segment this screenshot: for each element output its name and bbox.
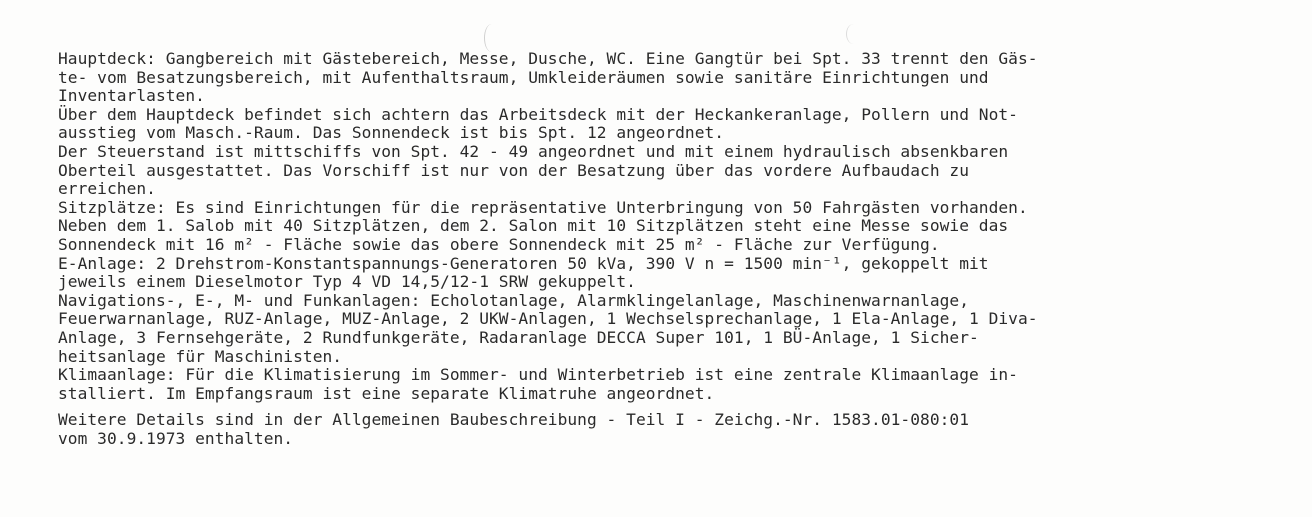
pencil-mark — [846, 24, 861, 44]
document-body — [58, 50, 1298, 448]
text-line: heitsanlage für Maschinisten. — [58, 346, 343, 366]
text-line: Feuerwarnanlage, RUZ-Anlage, MUZ-Anlage, 2 UKW-Anlagen, 1 Wechselsprechanlage, 1 Ela-Anlage, 1 Diva- — [58, 309, 1038, 329]
text-line: stalliert. Im Empfangsraum ist eine separate Klimatruhe angeordnet. — [58, 383, 715, 403]
text-line: E-Anlage: 2 Drehstrom-Konstantspannungs-Generatoren 50 kVa, 390 V n = 1500 min⁻¹, gekoppelt mit — [58, 253, 989, 273]
footer-line: Weitere Details sind in der Allgemeinen Baubeschreibung - Teil I - Zeichg.-Nr. 1583.01-080:01 — [58, 410, 969, 430]
text-line: Hauptdeck: Gangbereich mit Gästebereich, Messe, Dusche, WC. Eine Gangtür bei Spt. 33 trennt den Gäs- — [58, 49, 1038, 68]
text-line: jeweils einem Dieselmotor Typ 4 VD 14,5/12-1 SRW gekuppelt. — [58, 272, 636, 292]
text-line: te- vom Besatzungsbereich, mit Aufenthaltsraum, Umkleideräumen sowie sanitäre Einrichtungen und — [58, 67, 989, 87]
text-line: Klimaanlage: Für die Klimatisierung im Sommer- und Winterbetrieb ist eine zentrale Klimaanlage in- — [58, 365, 1018, 385]
text-line: Neben dem 1. Salob mit 40 Sitzplätzen, dem 2. Salon mit 10 Sitzplätzen steht eine Messe sowie das — [58, 216, 1009, 236]
text-line: Inventarlasten. — [58, 86, 205, 106]
text-line: Der Steuerstand ist mittschiffs von Spt. 42 - 49 angeordnet und mit einem hydraulisch absenkbaren — [58, 141, 1009, 161]
footer-line: vom 30.9.1973 enthalten. — [58, 428, 294, 448]
text-line: Über dem Hauptdeck befindet sich achtern das Arbeitsdeck mit der Heckankeranlage, Pollern und Not- — [58, 104, 1018, 124]
text-line: Anlage, 3 Fernsehgeräte, 2 Rundfunkgeräte, Radaranlage DECCA Super 101, 1 BÜ-Anlage, 1 Sicher- — [58, 327, 979, 347]
text-line: erreichen. — [58, 179, 156, 199]
pencil-mark — [484, 24, 499, 52]
text-line: Sitzplätze: Es sind Einrichtungen für die repräsentative Unterbringung von 50 Fahrgästen vorhanden. — [58, 197, 1028, 217]
text-line: Oberteil ausgestattet. Das Vorschiff ist nur von der Besatzung über das vordere Aufbaudach zu — [58, 160, 969, 180]
text-line: Sonnendeck mit 16 m² - Fläche sowie das obere Sonnendeck mit 25 m² - Fläche zur Verfügung. — [58, 234, 940, 254]
text-line: Navigations-, E-, M- und Funkanlagen: Echolotanlage, Alarmklingelanlage, Maschinenwarnanlage, — [58, 290, 969, 310]
text-line: ausstieg vom Masch.-Raum. Das Sonnendeck ist bis Spt. 12 angeordnet. — [58, 123, 725, 143]
